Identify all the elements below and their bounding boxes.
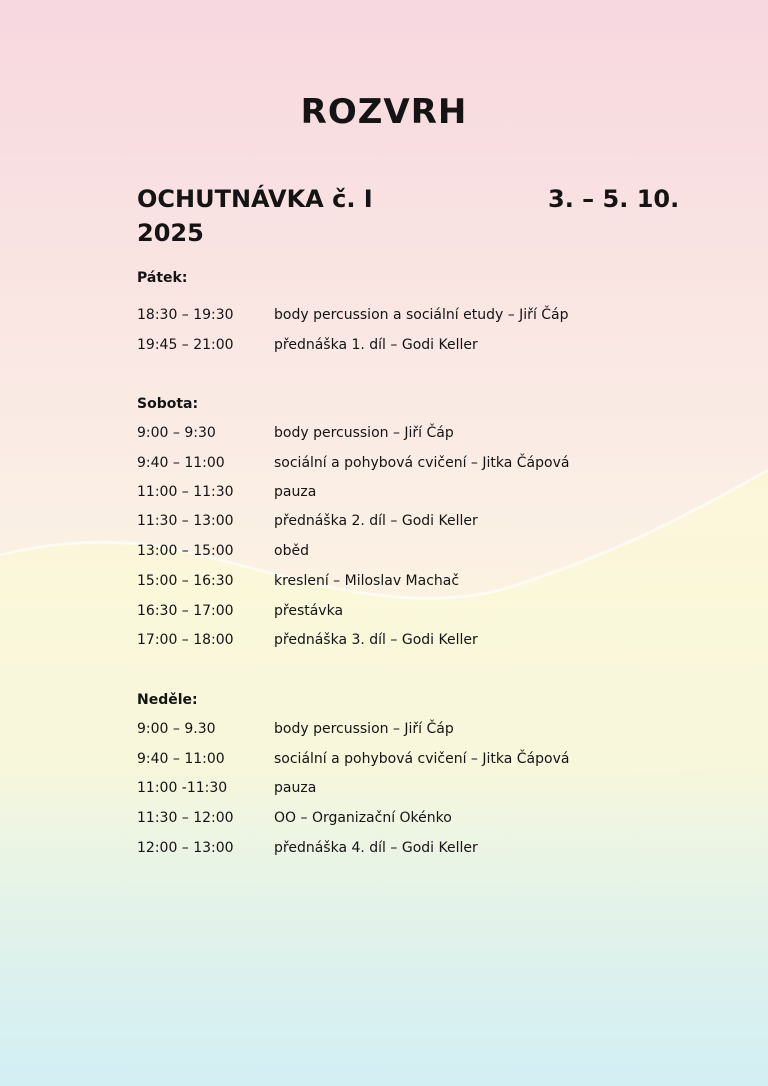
time-slot: 13:00 – 15:00	[137, 543, 234, 559]
activity: přednáška 3. díl – Godi Keller	[274, 632, 478, 648]
event-dates: 3. – 5. 10.	[548, 185, 680, 213]
day-heading-saturday: Sobota:	[137, 396, 199, 412]
time-slot: 12:00 – 13:00	[137, 840, 234, 856]
time-slot: 19:45 – 21:00	[137, 337, 234, 353]
time-slot: 18:30 – 19:30	[137, 307, 234, 323]
activity: pauza	[274, 484, 317, 500]
time-slot: 11:00 – 11:30	[137, 484, 234, 500]
activity: body percussion – Jiří Čáp	[274, 425, 454, 441]
activity: pauza	[274, 780, 317, 796]
day-heading-friday: Pátek:	[137, 270, 188, 286]
time-slot: 11:30 – 13:00	[137, 513, 234, 529]
activity: přednáška 1. díl – Godi Keller	[274, 337, 478, 353]
time-slot: 11:00 -11:30	[137, 780, 228, 796]
time-slot: 11:30 – 12:00	[137, 810, 234, 826]
activity: přestávka	[274, 603, 344, 619]
activity: přednáška 2. díl – Godi Keller	[274, 513, 478, 529]
time-slot: 15:00 – 16:30	[137, 573, 234, 589]
activity: OO – Organizační Okénko	[274, 810, 452, 826]
time-slot: 9:00 – 9:30	[137, 425, 216, 441]
activity: oběd	[274, 543, 309, 559]
time-slot: 16:30 – 17:00	[137, 603, 234, 619]
activity: přednáška 4. díl – Godi Keller	[274, 840, 478, 856]
activity: body percussion a sociální etudy – Jiří Čáp	[274, 307, 569, 323]
event-name-line1: OCHUTNÁVKA č. I	[137, 185, 373, 213]
time-slot: 9:40 – 11:00	[137, 455, 225, 471]
day-heading-sunday: Neděle:	[137, 692, 198, 708]
event-name	[137, 182, 437, 250]
time-slot: 17:00 – 18:00	[137, 632, 234, 648]
event-year: 2025	[137, 219, 204, 247]
activity: sociální a pohybová cvičení – Jitka Čápová	[274, 455, 570, 471]
time-slot: 9:00 – 9.30	[137, 721, 216, 737]
activity: body percussion – Jiří Čáp	[274, 721, 454, 737]
page-title: ROZVRH	[300, 92, 468, 132]
activity: kreslení – Miloslav Machač	[274, 573, 460, 589]
activity: sociální a pohybová cvičení – Jitka Čápová	[274, 751, 570, 767]
time-slot: 9:40 – 11:00	[137, 751, 225, 767]
